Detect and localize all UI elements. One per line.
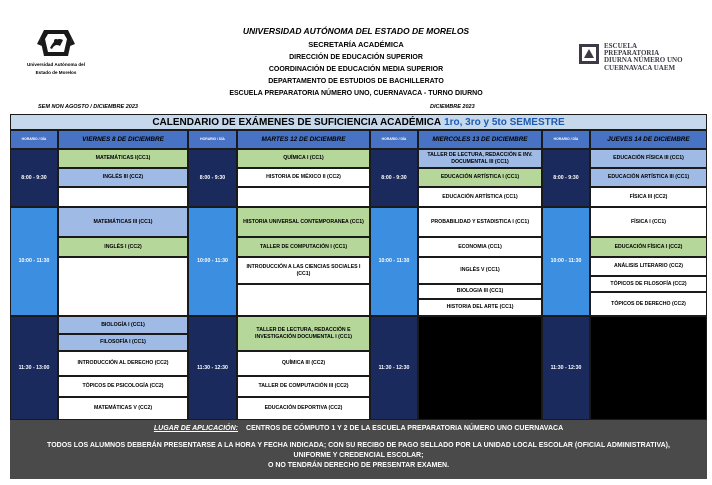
- time-slot: 8:00 - 9:30: [10, 149, 58, 207]
- exam-cell: MATEMÁTICAS I(CC1): [58, 149, 188, 168]
- exam-cell: ECONOMIA (CC1): [418, 237, 542, 257]
- footer-notice-line1: TODOS LOS ALUMNOS DEBERÁN PRESENTARSE A LA HORA Y FECHA INDICADA; CON SU RECIBO DE PAGO SELLADO POR LA UNIDAD LOCAL ESCOLAR (OFICIAL ADMINISTRATIVA),: [47, 442, 670, 449]
- time-slot: 11:30 - 12:30: [188, 316, 237, 420]
- prepa-logo-line1: ESCUELA PREPARATORIA: [604, 42, 660, 58]
- footer-location-text: CENTROS DE CÓMPUTO 1 Y 2 DE LA ESCUELA PREPARATORIA NÚMERO UNO CUERNAVACA: [246, 425, 564, 432]
- prepa-logo-line3: CUERNAVACA UAEM: [604, 63, 676, 72]
- exam-cell: ANÁLISIS LITERARIO (CC2): [590, 257, 707, 276]
- exam-cell: BIOLOGIA III (CC1): [418, 284, 542, 299]
- time-slot: 10:00 - 11:30: [188, 207, 237, 316]
- exam-cell-blocked: [418, 316, 542, 420]
- exam-cell: EDUCACIÓN FÍSICA III (CC1): [590, 149, 707, 168]
- exam-cell: INGLÉS I (CC2): [58, 237, 188, 257]
- time-slot: 8:00 - 9:30: [188, 149, 237, 207]
- uaem-caption-2: Estado de Morelos: [35, 69, 77, 75]
- departamento-title: DEPARTAMENTO DE ESTUDIOS DE BACHILLERATO: [268, 78, 444, 85]
- uaem-caption-1: Universidad Autónoma del: [26, 62, 86, 67]
- calendar-title-highlight: 1ro, 3ro y 5to SEMESTRE: [444, 116, 565, 128]
- exam-cell: TÓPICOS DE FILOSOFÍA (CC2): [590, 276, 707, 292]
- secretaria-title: SECRETARÍA ACADÉMICA: [308, 40, 404, 49]
- direccion-title: DIRECCIÓN DE EDUCACIÓN SUPERIOR: [289, 54, 423, 61]
- time-slot: 8:00 - 9:30: [370, 149, 418, 207]
- exam-cell: INGLÉS III (CC2): [58, 168, 188, 187]
- exam-cell: PROBABILIDAD Y ESTADISTICA I (CC1): [418, 207, 542, 237]
- time-slot: 10:00 - 11:30: [370, 207, 418, 316]
- uaem-seal-icon: [36, 26, 76, 60]
- calendar-title: [10, 114, 707, 130]
- prepa-logo: [576, 38, 686, 78]
- footer-notice-line2: UNIFORME Y CREDENCIAL ESCOLAR;: [293, 452, 424, 459]
- exam-cell: EDUCACIÓN ARTÍSTICA (CC1): [418, 187, 542, 207]
- exam-cell: EDUCACIÓN DEPORTIVA (CC2): [237, 397, 370, 420]
- semester-right: DICIEMBRE 2023: [430, 104, 475, 110]
- day-header-viernes: VIERNES 8 DE DICIEMBRE: [58, 130, 188, 149]
- coordinacion-title: COORDINACIÓN DE EDUCACIÓN MEDIA SUPERIOR: [268, 66, 444, 73]
- hora-header-miercoles: HORARIO / DÍA: [370, 130, 418, 149]
- day-header-miercoles: MIERCOLES 13 DE DICIEMBRE: [418, 130, 542, 149]
- footer-notice-line3: O NO TENDRÁN DERECHO DE PRESENTAR EXAMEN.: [267, 462, 450, 469]
- uaem-logo: [14, 26, 98, 75]
- day-header-jueves: JUEVES 14 DE DICIEMBRE: [590, 130, 707, 149]
- exam-cell: FÍSICA III (CC2): [590, 187, 707, 207]
- semester-left: SEM NON AGOSTO / DICIEMBRE 2023: [38, 104, 138, 110]
- time-slot: 11:30 - 12:30: [542, 316, 590, 420]
- hora-header-martes: HORARIO / DÍA: [188, 130, 237, 149]
- escuela-title: ESCUELA PREPARATORIA NÚMERO UNO, CUERNAVACA - TURNO DIURNO: [229, 90, 483, 97]
- exam-cell: MATEMÁTICAS V (CC2): [58, 397, 188, 420]
- exam-cell-empty: [237, 187, 370, 207]
- day-header-martes: MARTES 12 DE DICIEMBRE: [237, 130, 370, 149]
- exam-cell: FILOSOFÍA I (CC1): [58, 334, 188, 351]
- prepa-seal-icon: [578, 43, 600, 65]
- exam-cell: TÓPICOS DE DERECHO (CC2): [590, 292, 707, 316]
- exam-cell: TALLER DE COMPUTACIÓN I (CC1): [237, 237, 370, 257]
- exam-cell: TALLER DE LECTURA, REDACCIÓN E INV. DOCUMENTAL III (CC1): [418, 149, 542, 168]
- exam-cell: EDUCACIÓN ARTÍSTICA I (CC1): [418, 168, 542, 187]
- prepa-logo-line2: DIURNA NÚMERO UNO: [604, 56, 683, 65]
- footer-location: [10, 420, 707, 437]
- time-slot: 10:00 - 11:30: [10, 207, 58, 316]
- exam-cell: TÓPICOS DE PSICOLOGÍA (CC2): [58, 376, 188, 397]
- exam-cell-empty: [58, 257, 188, 316]
- exam-cell: HISTORIA UNIVERSAL CONTEMPORANEA (CC1): [237, 207, 370, 237]
- exam-cell: MATEMÁTICAS III (CC1): [58, 207, 188, 237]
- exam-cell: INGLÉS V (CC1): [418, 257, 542, 284]
- exam-cell-blocked: [590, 316, 707, 420]
- exam-cell: INTRODUCCIÓN AL DERECHO (CC2): [58, 351, 188, 376]
- exam-cell: FÍSICA I (CC1): [590, 207, 707, 237]
- exam-cell: QUÍMICA I (CC1): [237, 149, 370, 168]
- exam-cell: BIOLOGÍA I (CC1): [58, 316, 188, 334]
- hora-header-viernes: HORARIO / DÍA: [10, 130, 58, 149]
- calendar-title-text: CALENDARIO DE EXÁMENES DE SUFICIENCIA ACADÉMICA: [152, 116, 442, 128]
- time-slot: 11:30 - 12:30: [370, 316, 418, 420]
- exam-cell: HISTORIA DEL ARTE (CC1): [418, 299, 542, 316]
- exam-cell-empty: [58, 187, 188, 207]
- exam-cell: TALLER DE COMPUTACIÓN III (CC2): [237, 376, 370, 397]
- university-title: UNIVERSIDAD AUTÓNOMA DEL ESTADO DE MORELOS: [242, 26, 470, 36]
- exam-cell: TALLER DE LECTURA, REDACCIÓN E INVESTIGACIÓN DOCUMENTAL I (CC1): [237, 316, 370, 351]
- time-slot: 11:30 - 13:00: [10, 316, 58, 420]
- exam-cell: QUÍMICA III (CC2): [237, 351, 370, 376]
- footer-location-label: LUGAR DE APLICACIÓN:: [153, 425, 239, 432]
- time-slot: 10:00 - 11:30: [542, 207, 590, 316]
- exam-cell: EDUCACIÓN FÍSICA I (CC2): [590, 237, 707, 257]
- hora-header-jueves: HORARIO / DÍA: [542, 130, 590, 149]
- footer-notice: [10, 437, 707, 479]
- exam-cell: EDUCACIÓN ARTÍSTICA III (CC1): [590, 168, 707, 187]
- time-slot: 8:00 - 9:30: [542, 149, 590, 207]
- exam-cell-empty: [237, 284, 370, 316]
- exam-cell: INTRODUCCIÓN A LAS CIENCIAS SOCIALES I (CC1): [237, 257, 370, 284]
- exam-cell: HISTORIA DE MÉXICO II (CC2): [237, 168, 370, 187]
